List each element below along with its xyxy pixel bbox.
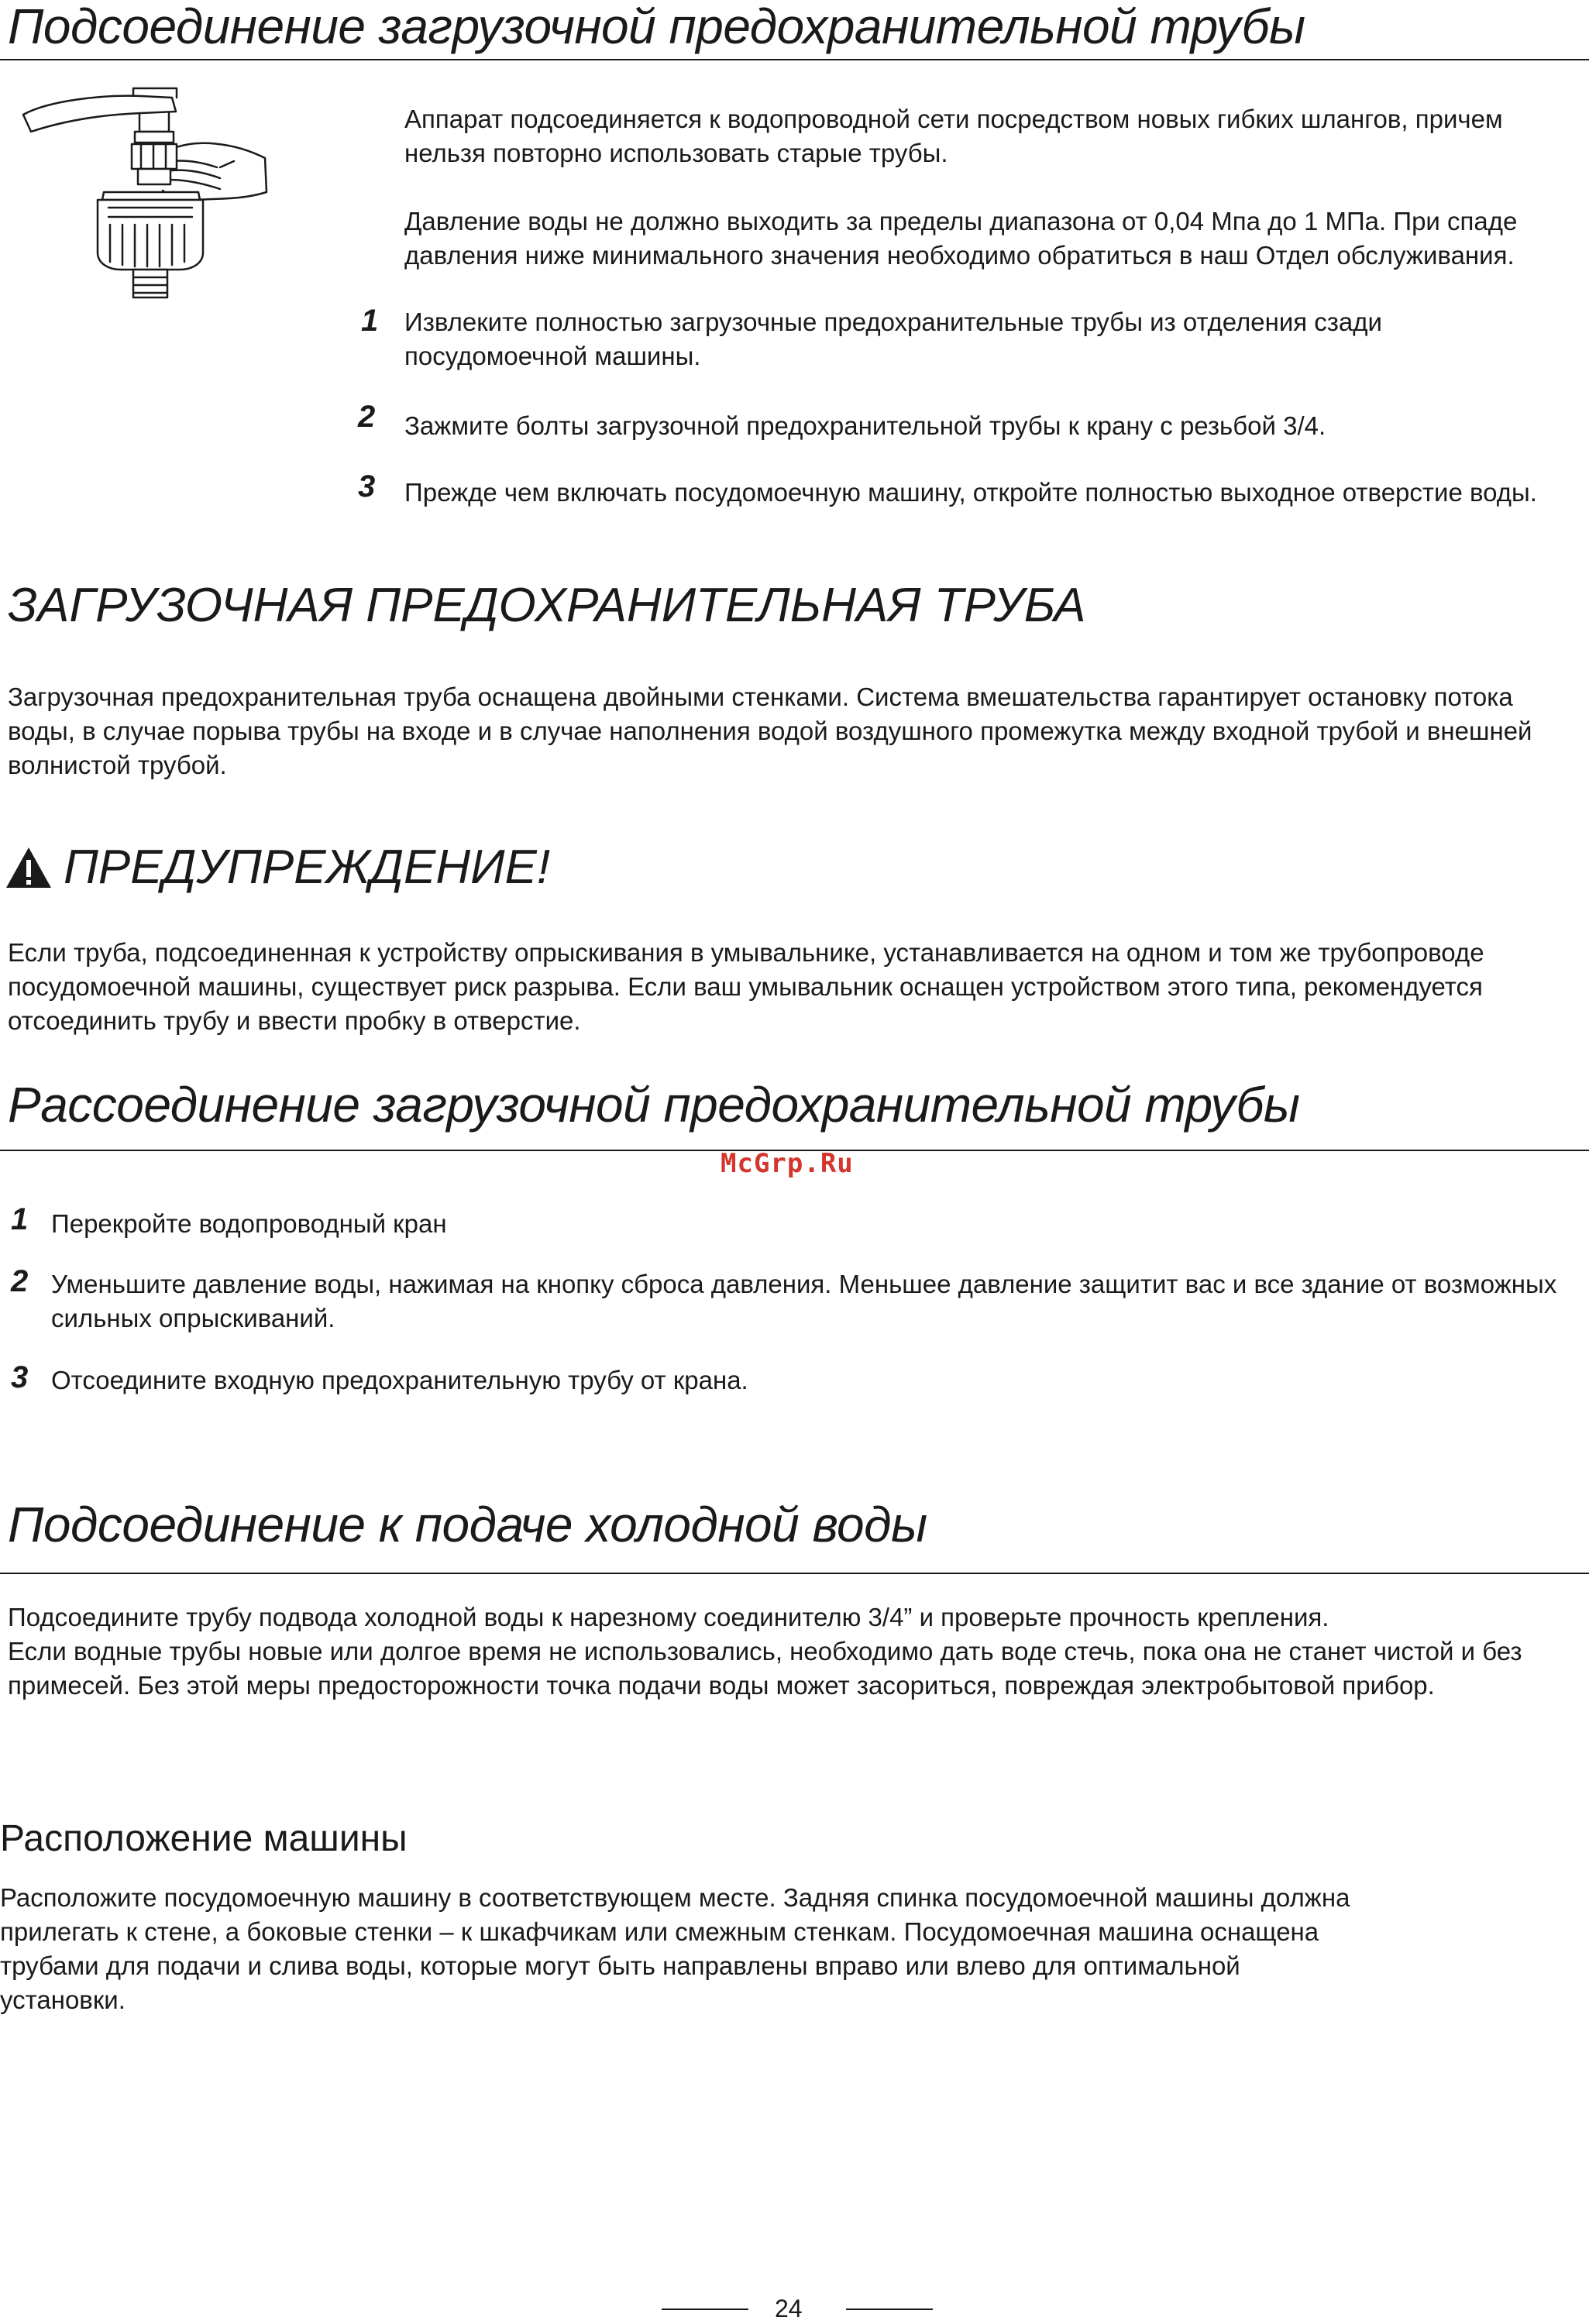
step-text: Зажмите болты загрузочной предохранительной трубы к крану с резьбой 3/4. [404,411,1326,440]
cold-water-paragraph-2: Если водные трубы новые или долгое время не использовались, необходимо дать воде стечь, пока она не станет чистой и без примесей. Без этой меры предосторожности точка подачи воды может засориться, повреждая электробытовой прибор. [8,1637,1522,1700]
intro-paragraph-2: Давление воды не должно выходить за пределы диапазона от 0,04 Мпа до 1 МПа. При спаде давления ниже минимального значения необходимо обратиться в наш Отдел обслуживания. [404,207,1518,270]
step-number: 3 [11,1360,29,1394]
section-title-disconnection: Рассоединение загрузочной предохранительной трубы [8,1077,1300,1133]
watermark-text: McGrp.Ru [721,1148,854,1179]
section-title-connection: Подсоединение загрузочной предохранительной трубы [8,0,1305,54]
step-number: 1 [11,1202,29,1236]
step-text: Отсоедините входную предохранительную трубу от крана. [51,1366,748,1394]
warning-triangle-icon [5,846,53,889]
step-text: Перекройте водопроводный кран [51,1209,447,1238]
cold-water-paragraph-1: Подсоедините трубу подвода холодной воды к нарезному соединителю 3/4” и проверьте прочность крепления. [8,1603,1329,1631]
step-text: Уменьшите давление воды, нажимая на кнопку сброса давления. Меньшее давление защитит вас и все здание от возможных сильных опрыскиваний. [51,1270,1557,1332]
step-text: Извлеките полностью загрузочные предохранительные трубы из отделения сзади посудомоечной машины. [404,308,1382,370]
title-underline [0,1573,1589,1574]
placement-paragraph: Расположите посудомоечную машину в соответствующем месте. Задняя спинка посудомоечной машины должна прилегать к стене, а боковые стенки – к шкафчикам или смежным стенкам. Посудомоечная машина оснащена трубами для подачи и слива воды, которые могут быть направлены вправо или влево для оптимальной установки. [0,1883,1350,2014]
tap-connection-illustration [17,84,273,301]
intro-paragraph-1: Аппарат подсоединяется к водопроводной сети посредством новых гибких шлангов, причем нельзя повторно использовать старые трубы. [404,105,1503,167]
step-text: Прежде чем включать посудомоечную машину, откройте полностью выходное отверстие воды. [404,478,1537,507]
section-title-cold-water: Подсоединение к подаче холодной воды [8,1497,927,1552]
page-number-line-left [662,2309,748,2310]
step-number: 2 [11,1264,29,1298]
title-underline [0,59,1589,60]
step-number: 3 [358,469,376,504]
page-number: 24 [775,2295,803,2322]
section-title-placement: Расположение машины [0,1818,408,1859]
warning-title: ПРЕДУПРЕЖДЕНИЕ! [64,841,551,894]
step-number: 2 [358,400,376,434]
section-title-safety-pipe: ЗАГРУЗОЧНАЯ ПРЕДОХРАНИТЕЛЬНАЯ ТРУБА [8,579,1086,632]
page-number-line-right [846,2309,933,2310]
step-number: 1 [361,304,379,338]
warning-paragraph: Если труба, подсоединенная к устройству опрыскивания в умывальнике, устанавливается на одном и том же трубопроводе посудомоечной машины, существует риск разрыва. Если ваш умывальник оснащен устройством этого типа, рекомендуется отсоединить трубу и ввести пробку в отверстие. [8,938,1484,1035]
safety-pipe-paragraph: Загрузочная предохранительная труба оснащена двойными стенками. Система вмешательства гарантирует остановку потока воды, в случае порыва трубы на входе и в случае наполнения водой воздушного промежутка между входной трубой и внешней волнистой трубой. [8,682,1532,779]
